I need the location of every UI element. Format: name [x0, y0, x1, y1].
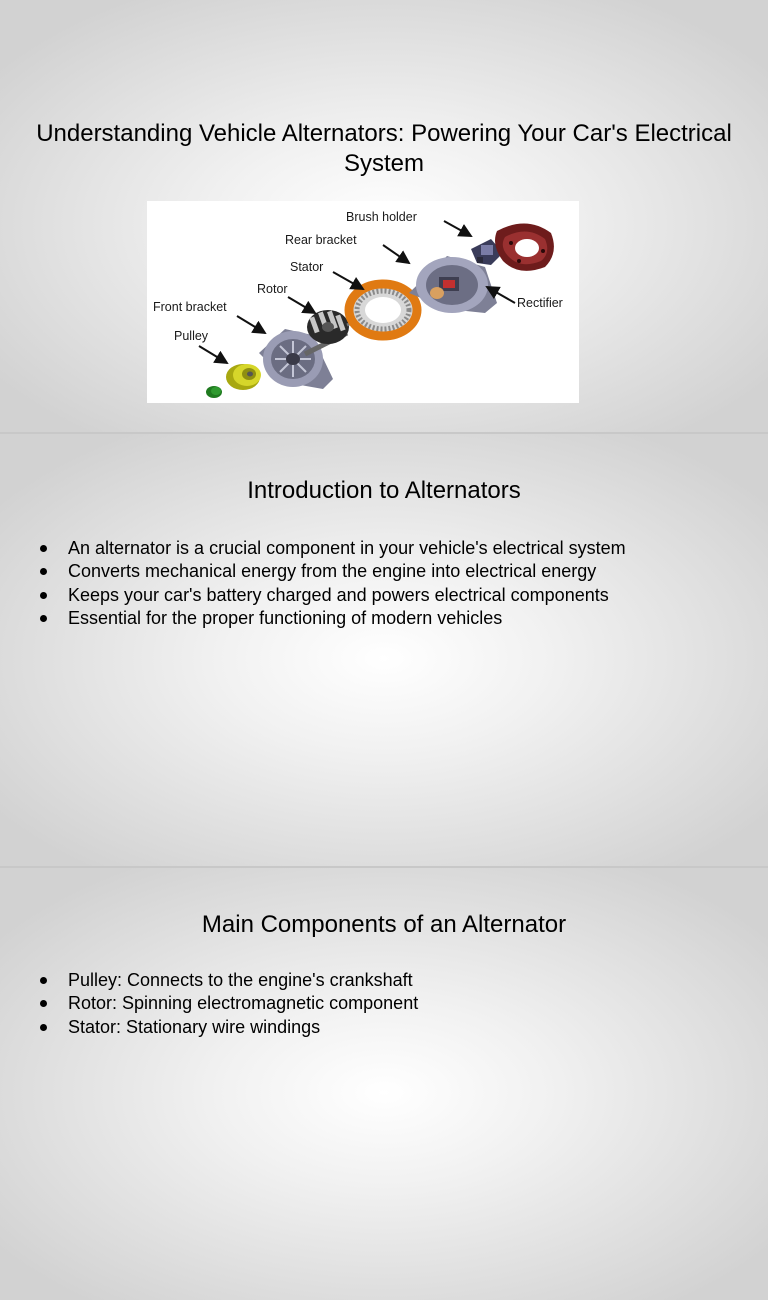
stator-part [349, 284, 417, 336]
label-rotor: Rotor [257, 282, 288, 296]
slide-introduction-heading: Introduction to Alternators [247, 477, 521, 504]
green-cap-part [206, 386, 222, 398]
label-front-bracket: Front bracket [153, 300, 227, 314]
components-bullet-list [38, 969, 628, 1039]
introduction-bullet-list [38, 537, 628, 630]
rotor-part [307, 310, 349, 344]
slide-title-heading: Understanding Vehicle Alternators: Powering Your Car's Electrical System [36, 120, 732, 177]
bullet-item: Pulley: Connects to the engine's crankshaft [38, 969, 628, 992]
arrow-pulley [199, 346, 227, 363]
rear-bracket-part [409, 256, 497, 313]
slide-main-components-heading: Main Components of an Alternator [201, 911, 567, 938]
bullet-item: Keeps your car's battery charged and powers electrical components [38, 584, 628, 607]
alternator-exploded-diagram [147, 201, 579, 403]
label-rectifier: Rectifier [517, 296, 563, 310]
bullet-item: Essential for the proper functioning of modern vehicles [38, 607, 628, 630]
arrow-front-bracket [237, 316, 265, 333]
label-stator: Stator [290, 260, 324, 274]
slide-title [0, 0, 768, 432]
bullet-item: Rotor: Spinning electromagnetic component [38, 992, 628, 1015]
arrow-stator [333, 272, 363, 289]
label-rear-bracket: Rear bracket [285, 233, 357, 247]
arrow-rear-bracket [383, 245, 409, 263]
slide-main-components [0, 868, 768, 1300]
label-pulley: Pulley [174, 329, 209, 343]
arrow-brush-holder [444, 221, 471, 236]
arrow-rotor [288, 297, 315, 313]
alternator-diagram-svg [147, 201, 579, 403]
label-brush-holder: Brush holder [346, 210, 417, 224]
rectifier-part [495, 223, 554, 270]
bullet-item: Converts mechanical energy from the engine into electrical energy [38, 560, 628, 583]
bullet-item: Stator: Stationary wire windings [38, 1016, 628, 1039]
bullet-item: An alternator is a crucial component in your vehicle's electrical system [38, 537, 628, 560]
pulley-part [226, 364, 261, 390]
slide-introduction [0, 434, 768, 866]
